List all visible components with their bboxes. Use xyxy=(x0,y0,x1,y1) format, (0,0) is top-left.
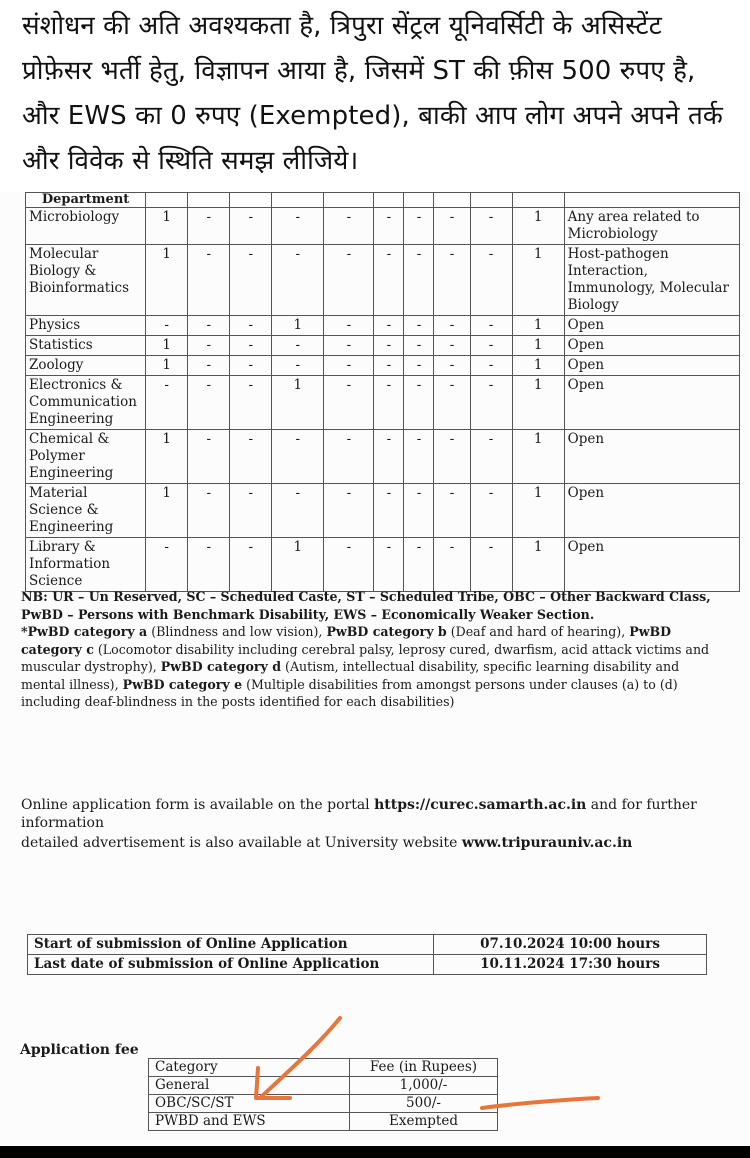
vacancy-count: 1 xyxy=(272,316,324,336)
specialization-area: Open xyxy=(564,316,739,336)
vacancy-count: - xyxy=(434,376,470,430)
pwbd-d-label: PwBD category d xyxy=(160,659,282,674)
vacancy-count: - xyxy=(374,245,404,316)
last-date-value: 10.11.2024 17:30 hours xyxy=(434,955,707,975)
fee-header-row xyxy=(149,1059,498,1077)
vacancy-count: 1 xyxy=(146,484,188,538)
vacancy-count: - xyxy=(188,356,230,376)
department-name: Material Science & Engineering xyxy=(26,484,146,538)
pwbd-d-text: (Autism, intellectual disability, specific learning disability and mental illness), xyxy=(21,659,680,692)
vacancy-count: - xyxy=(404,430,434,484)
fee-category: PWBD and EWS xyxy=(149,1113,350,1131)
last-date-label: Last date of submission of Online Application xyxy=(28,955,434,975)
vacancy-count: - xyxy=(404,316,434,336)
portal-link[interactable]: https://curec.samarth.ac.in xyxy=(374,797,587,813)
specialization-area: Open xyxy=(564,538,739,592)
pwbd-c-text: (Locomotor disability including cerebral palsy, leprosy cured, dwarfism, acid attack victims and muscular dystrophy), xyxy=(21,641,710,674)
pwbd-e-text: (Multiple disabilities from amongst persons under clauses (a) to (d) including deaf-blindness in the posts identified for each disabilities) xyxy=(21,676,678,709)
specialization-area: Any area related to Microbiology xyxy=(564,208,739,245)
vacancy-count: - xyxy=(324,430,374,484)
department-name: Library & Information Science xyxy=(26,538,146,592)
vacancy-count: 1 xyxy=(272,538,324,592)
vacancy-count: 1 xyxy=(512,484,564,538)
department-name: Microbiology xyxy=(26,208,146,245)
vacancy-count: - xyxy=(146,538,188,592)
vacancy-count: 1 xyxy=(512,316,564,336)
vacancy-count: 1 xyxy=(146,356,188,376)
vacancy-count: 1 xyxy=(146,208,188,245)
vacancy-count: - xyxy=(230,245,272,316)
vacancy-count: - xyxy=(230,538,272,592)
vacancy-count: - xyxy=(374,430,404,484)
vacancy-count: - xyxy=(470,245,512,316)
specialization-area: Open xyxy=(564,430,739,484)
website-line xyxy=(21,834,736,852)
vacancy-count: - xyxy=(404,245,434,316)
vacancy-count: - xyxy=(272,208,324,245)
post-caption: संशोधन की अति अवश्यकता है, त्रिपुरा सेंट्रल यूनिवर्सिटी के असिस्टेंट प्रोफ़ेसर भर्ती हेतु, विज्ञापन आया है, जिसमें ST की फ़ीस 500 रुपए है, और EWS का 0 रुपए (Exempted), बाकी आप लोग अपने अपने तर्क और विवेक से स्थिति समझ लीजिये। xyxy=(22,11,723,176)
department-name: Electronics & Communication Engineering xyxy=(26,376,146,430)
vacancy-count: - xyxy=(404,538,434,592)
fee-amount: 1,000/- xyxy=(350,1077,498,1095)
vacancy-count: - xyxy=(188,245,230,316)
nb-line: NB: UR – Un Reserved, SC – Scheduled Caste, ST – Scheduled Tribe, OBC – Other Backward Class, PwBD – Persons with Benchmark Disability, EWS – Economically Weaker Section. xyxy=(21,589,711,622)
vacancy-count: - xyxy=(272,430,324,484)
vacancy-count: - xyxy=(272,484,324,538)
pwbd-e-label: PwBD category e xyxy=(122,676,243,692)
vacancy-count: - xyxy=(434,356,470,376)
specialization-area: Open xyxy=(564,376,739,430)
portal-line xyxy=(21,796,736,832)
vacancy-count: 1 xyxy=(512,336,564,356)
vacancy-count: 1 xyxy=(512,376,564,430)
vacancy-count: - xyxy=(374,336,404,356)
vacancy-count: - xyxy=(188,316,230,336)
vacancy-count: - xyxy=(188,376,230,430)
vacancy-count: - xyxy=(434,484,470,538)
submission-dates-table xyxy=(27,934,707,975)
vacancy-count: - xyxy=(324,208,374,245)
fee-row xyxy=(149,1095,498,1113)
portal-text: Online application form is available on the portal xyxy=(21,797,375,813)
vacancy-count: - xyxy=(404,376,434,430)
fee-row xyxy=(149,1113,498,1131)
vacancy-count: 1 xyxy=(512,538,564,592)
website-link[interactable]: www.tripurauniv.ac.in xyxy=(461,835,633,851)
vacancy-count: - xyxy=(470,336,512,356)
portal-text-end: and for further information xyxy=(21,797,697,831)
fee-header: Fee (in Rupees) xyxy=(350,1059,498,1077)
vacancy-row xyxy=(26,208,740,245)
vacancy-count: - xyxy=(470,208,512,245)
vacancy-count: - xyxy=(434,336,470,356)
vacancy-count: - xyxy=(470,316,512,336)
application-fee-title: Application fee xyxy=(20,1042,139,1058)
vacancy-count: - xyxy=(230,316,272,336)
vacancy-count: - xyxy=(272,356,324,376)
vacancy-count: 1 xyxy=(146,430,188,484)
specialization-area: Open xyxy=(564,336,739,356)
vacancy-count: - xyxy=(230,484,272,538)
vacancy-count: - xyxy=(374,376,404,430)
vacancy-row xyxy=(26,538,740,592)
specialization-area: Open xyxy=(564,484,739,538)
vacancy-count: - xyxy=(470,484,512,538)
pwbd-a-label: *PwBD category a xyxy=(21,624,148,639)
vacancy-count: - xyxy=(470,376,512,430)
vacancy-count: - xyxy=(374,208,404,245)
fee-category: OBC/SC/ST xyxy=(149,1095,350,1113)
start-date-label: Start of submission of Online Application xyxy=(28,935,434,955)
vacancy-count: - xyxy=(188,208,230,245)
vacancy-header-row xyxy=(26,193,740,208)
vacancy-row xyxy=(26,356,740,376)
vacancy-row xyxy=(26,245,740,316)
website-text: detailed advertisement is also available at University website xyxy=(21,835,462,851)
pwbd-b-text: (Deaf and hard of hearing), xyxy=(446,624,630,639)
vacancy-count: - xyxy=(324,538,374,592)
vacancy-count: - xyxy=(374,356,404,376)
abbreviation-notes xyxy=(21,588,721,711)
fee-amount: 500/- xyxy=(350,1095,498,1113)
vacancy-count: - xyxy=(434,538,470,592)
vacancy-count: - xyxy=(434,316,470,336)
fee-table xyxy=(148,1058,498,1131)
vacancy-count: - xyxy=(434,430,470,484)
vacancy-count: 1 xyxy=(512,208,564,245)
vacancy-count: 1 xyxy=(272,376,324,430)
vacancy-count: - xyxy=(404,356,434,376)
vacancy-count: 1 xyxy=(512,356,564,376)
vacancy-count: - xyxy=(230,430,272,484)
start-date-value: 07.10.2024 10:00 hours xyxy=(434,935,707,955)
vacancy-count: - xyxy=(230,208,272,245)
vacancy-count: - xyxy=(324,336,374,356)
vacancy-count: - xyxy=(374,538,404,592)
vacancy-count: - xyxy=(324,356,374,376)
department-header: Department xyxy=(26,193,146,208)
vacancy-count: - xyxy=(470,356,512,376)
vacancy-row xyxy=(26,316,740,336)
fee-amount: Exempted xyxy=(350,1113,498,1131)
vacancy-count: - xyxy=(434,208,470,245)
pwbd-c-label: PwBD category c xyxy=(21,624,672,657)
vacancy-count: - xyxy=(272,245,324,316)
vacancy-count: - xyxy=(188,336,230,356)
vacancy-count: 1 xyxy=(512,245,564,316)
vacancy-row xyxy=(26,484,740,538)
vacancy-count: - xyxy=(374,484,404,538)
advertisement-document xyxy=(0,192,750,1144)
vacancy-row xyxy=(26,336,740,356)
pwbd-a-text: (Blindness and low vision), xyxy=(147,624,327,639)
vacancy-count: - xyxy=(470,538,512,592)
start-date-row xyxy=(28,935,707,955)
fee-row xyxy=(149,1077,498,1095)
vacancy-count: - xyxy=(324,484,374,538)
vacancy-count: - xyxy=(374,316,404,336)
vacancy-count: 1 xyxy=(146,336,188,356)
fee-category: General xyxy=(149,1077,350,1095)
vacancy-count: - xyxy=(324,316,374,336)
vacancy-table xyxy=(25,192,740,592)
vacancy-count: - xyxy=(146,316,188,336)
department-name: Chemical & Polymer Engineering xyxy=(26,430,146,484)
vacancy-count: 1 xyxy=(512,430,564,484)
vacancy-count: - xyxy=(188,430,230,484)
vacancy-row xyxy=(26,430,740,484)
department-name: Statistics xyxy=(26,336,146,356)
department-name: Molecular Biology & Bioinformatics xyxy=(26,245,146,316)
vacancy-count: - xyxy=(230,336,272,356)
specialization-area: Host-pathogen Interaction, Immunology, Molecular Biology xyxy=(564,245,739,316)
pwbd-b-label: PwBD category b xyxy=(326,624,447,639)
vacancy-count: - xyxy=(324,245,374,316)
vacancy-count: - xyxy=(146,376,188,430)
department-name: Physics xyxy=(26,316,146,336)
vacancy-count: - xyxy=(188,538,230,592)
last-date-row xyxy=(28,955,707,975)
vacancy-count: - xyxy=(470,430,512,484)
department-name: Zoology xyxy=(26,356,146,376)
vacancy-count: - xyxy=(434,245,470,316)
vacancy-count: - xyxy=(230,376,272,430)
bottom-bar xyxy=(0,1146,750,1158)
vacancy-count: - xyxy=(272,336,324,356)
vacancy-count: - xyxy=(188,484,230,538)
category-header: Category xyxy=(149,1059,350,1077)
vacancy-row xyxy=(26,376,740,430)
vacancy-count: - xyxy=(404,484,434,538)
vacancy-count: - xyxy=(230,356,272,376)
vacancy-count: - xyxy=(324,376,374,430)
vacancy-count: - xyxy=(404,208,434,245)
vacancy-count: 1 xyxy=(146,245,188,316)
specialization-area: Open xyxy=(564,356,739,376)
vacancy-count: - xyxy=(404,336,434,356)
